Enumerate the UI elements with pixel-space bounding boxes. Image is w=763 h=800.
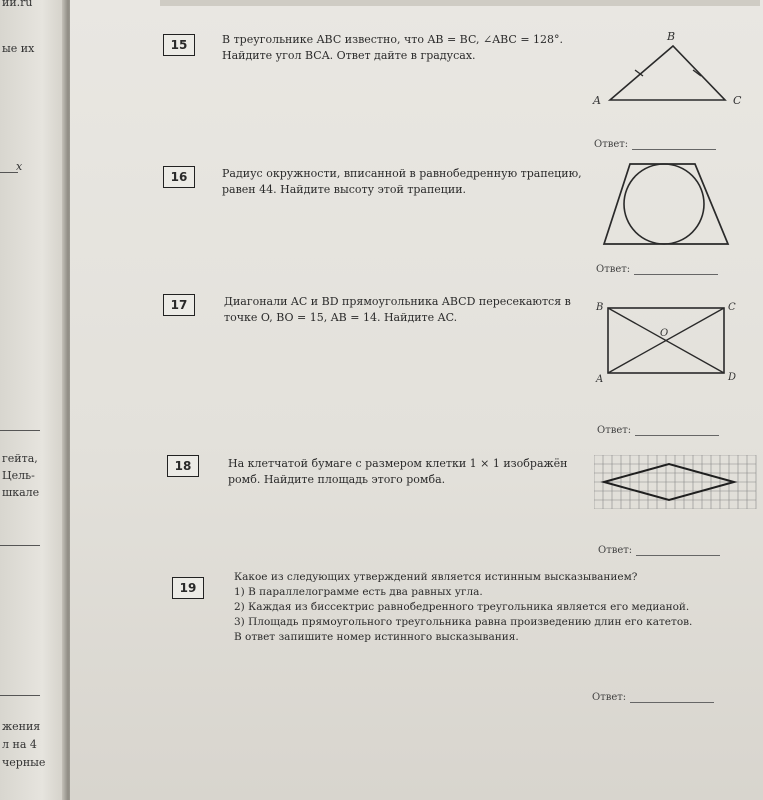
trapezoid-figure: [598, 158, 738, 250]
left-page-line: л на 4: [2, 738, 37, 751]
task-text-19: [234, 570, 734, 645]
left-page-rule: [0, 430, 40, 431]
answer-row-18: [598, 545, 720, 556]
left-page-line: Цель-: [2, 469, 35, 482]
answer-row-15: [594, 139, 716, 150]
vertex-label-a: A: [596, 374, 604, 385]
left-page-line: черные: [2, 756, 46, 769]
task-number-18: 18: [167, 455, 199, 477]
left-page-line: x: [16, 160, 23, 173]
rectangle-figure: [590, 296, 750, 388]
answer-line[interactable]: [634, 274, 718, 275]
vertex-label-b: B: [596, 302, 604, 313]
left-page-rule: [0, 695, 40, 696]
task-number-19: 19: [172, 577, 204, 599]
task-number-16: 16: [163, 166, 195, 188]
center-label-o: O: [660, 328, 669, 339]
answer-label: Ответ:: [596, 264, 631, 275]
answer-label: Ответ:: [592, 692, 627, 703]
vertex-label-d: D: [728, 372, 737, 383]
left-page-edge: [0, 0, 70, 800]
left-page-line: гейта,: [2, 452, 38, 465]
vertex-label-c: C: [733, 94, 742, 107]
statement-line: 2) Каждая из биссектрис равнобедренного треугольника является его медианой.: [234, 601, 690, 613]
task-text-17: Диагонали AC и BD прямоугольника ABCD пересекаются в точке O, BO = 15, AB = 14. Найдите AC.: [224, 295, 571, 324]
statement-line: Какое из следующих утверждений является истинным высказыванием?: [234, 571, 638, 583]
answer-line[interactable]: [630, 702, 714, 703]
answer-label: Ответ:: [594, 139, 629, 150]
task-text-15: В треугольнике ABC известно, что AB = BC, ∠ABC = 128°. Найдите угол BCA. Ответ дайте в градусах.: [222, 33, 564, 62]
answer-line[interactable]: [632, 149, 716, 150]
grid-rhombus-figure: [594, 455, 757, 509]
answer-row-19: [592, 692, 714, 703]
answer-line[interactable]: [635, 435, 719, 436]
left-page-rule: [0, 545, 40, 546]
vertex-label-b: B: [667, 30, 676, 43]
answer-row-16: [596, 264, 718, 275]
answer-label: Ответ:: [597, 425, 632, 436]
vertex-label-a: A: [593, 94, 601, 107]
left-page-line: жения: [2, 720, 41, 733]
statement-line: 1) В параллелограмме есть два равных угла.: [234, 586, 483, 598]
triangle-figure: [585, 28, 755, 118]
vertex-label-c: C: [728, 302, 736, 313]
task-text-18: На клетчатой бумаге с размером клетки 1 × 1 изображён ромб. Найдите площадь этого ромба.: [228, 457, 568, 486]
left-page-top-text: ии.ru: [2, 0, 33, 9]
statement-line: В ответ запишите номер истинного высказывания.: [234, 631, 519, 643]
page-top-strip: [160, 0, 760, 6]
statement-line: 3) Площадь прямоугольного треугольника равна произведению длин его катетов.: [234, 616, 693, 628]
left-page-line: ые их: [2, 42, 35, 55]
task-number-17: 17: [163, 294, 195, 316]
task-text-16: Радиус окружности, вписанной в равнобедренную трапецию, равен 44. Найдите высоту этой трапеции.: [222, 167, 582, 196]
answer-row-17: [597, 425, 719, 436]
left-page-line: шкале: [2, 486, 40, 499]
task-number-15: 15: [163, 34, 195, 56]
answer-line[interactable]: [636, 555, 720, 556]
answer-label: Ответ:: [598, 545, 633, 556]
worksheet-page: [70, 0, 763, 800]
